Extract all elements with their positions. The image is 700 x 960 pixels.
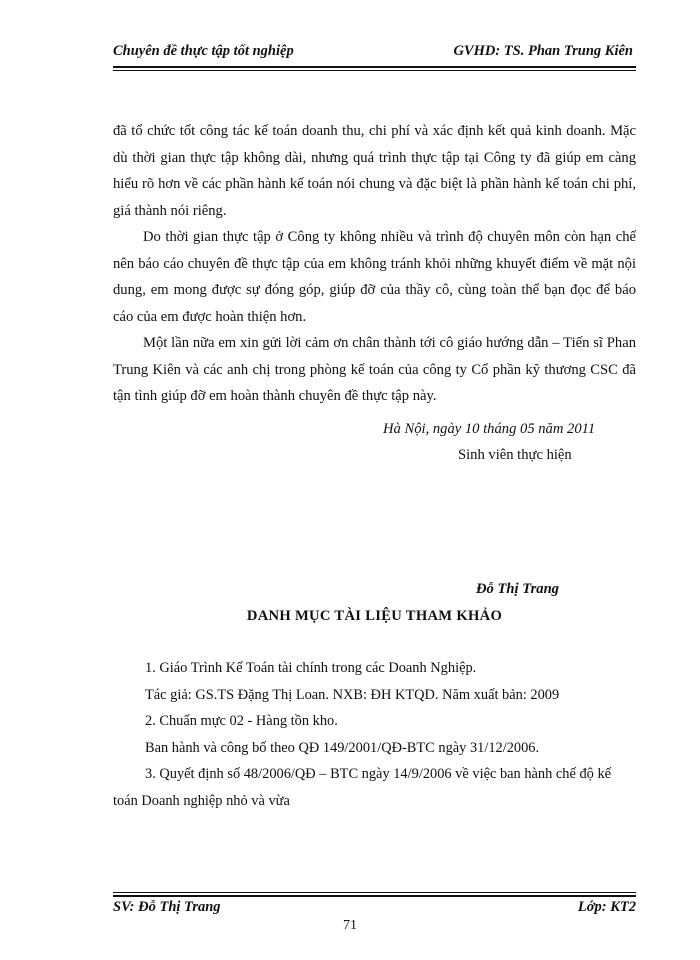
- paragraph-3: Một lần nữa em xin gửi lời cảm ơn chân thành tới cô giáo hướng dẫn – Tiến sĩ Phan Trung Kiên và các anh chị trong phòng kế toán của công ty Cổ phần kỹ thương CSC đã tận tình giúp đỡ em hoàn thành chuyên đề thực tập này.: [113, 335, 636, 404]
- page-header: [113, 41, 636, 65]
- reference-line: 3. Quyết định số 48/2006/QĐ – BTC ngày 14/9/2006 về việc ban hành chế độ kế: [145, 766, 612, 782]
- signature-role: Sinh viên thực hiện: [458, 447, 572, 463]
- header-advisor: GVHD: TS. Phan Trung Kiên: [453, 43, 633, 59]
- footer-rule-thick: [113, 895, 636, 897]
- reference-line: 1. Giáo Trình Kế Toán tài chính trong các Doanh Nghiệp.: [145, 660, 477, 676]
- footer-rule-thin: [113, 892, 636, 893]
- footer-class: Lớp: KT2: [577, 899, 636, 915]
- signature-name: Đỗ Thị Trang: [476, 581, 559, 597]
- body-text: [113, 118, 636, 410]
- signature-date: Hà Nội, ngày 10 tháng 05 năm 2011: [383, 421, 596, 437]
- paragraph-1: đã tổ chức tốt công tác kế toán doanh thu, chi phí và xác định kết quả kinh doanh. Mặc dù thời gian thực tập không dài, nhưng quá trình thực tập tại Công ty đã giúp em càng hiểu rõ hơn về các phần hành kế toán nói chung và đặc biệt là phần hành kế toán chi phí, giá thành nói riêng.: [113, 123, 636, 219]
- footer-student: SV: Đỗ Thị Trang: [113, 899, 221, 915]
- reference-line: Ban hành và công bố theo QĐ 149/2001/QĐ-BTC ngày 31/12/2006.: [145, 739, 540, 756]
- reference-line: toán Doanh nghiệp nhỏ và vừa: [113, 792, 290, 809]
- paragraph-2: Do thời gian thực tập ở Công ty không nhiều và trình độ chuyên môn còn hạn chế nên báo cáo chuyên đề thực tập của em không tránh khỏi những khuyết điểm về mặt nội dung, em mong được sự đóng góp, giúp đỡ của thầy cô, cùng toàn thể bạn đọc để báo cáo của em được hoàn thiện hơn.: [113, 229, 636, 325]
- page-footer: [113, 899, 636, 919]
- reference-line: Tác giả: GS.TS Đặng Thị Loan. NXB: ĐH KTQD. Năm xuất bản: 2009: [145, 686, 560, 703]
- header-rule-thin: [113, 70, 636, 71]
- reference-line: 2. Chuẩn mực 02 - Hàng tồn kho.: [145, 713, 338, 729]
- header-title: Chuyên đề thực tập tốt nghiệp: [113, 43, 294, 59]
- references-list: [113, 655, 637, 814]
- page-number: 71: [343, 918, 357, 933]
- references-title: DANH MỤC TÀI LIỆU THAM KHẢO: [246, 608, 503, 624]
- header-rule-thick: [113, 66, 636, 68]
